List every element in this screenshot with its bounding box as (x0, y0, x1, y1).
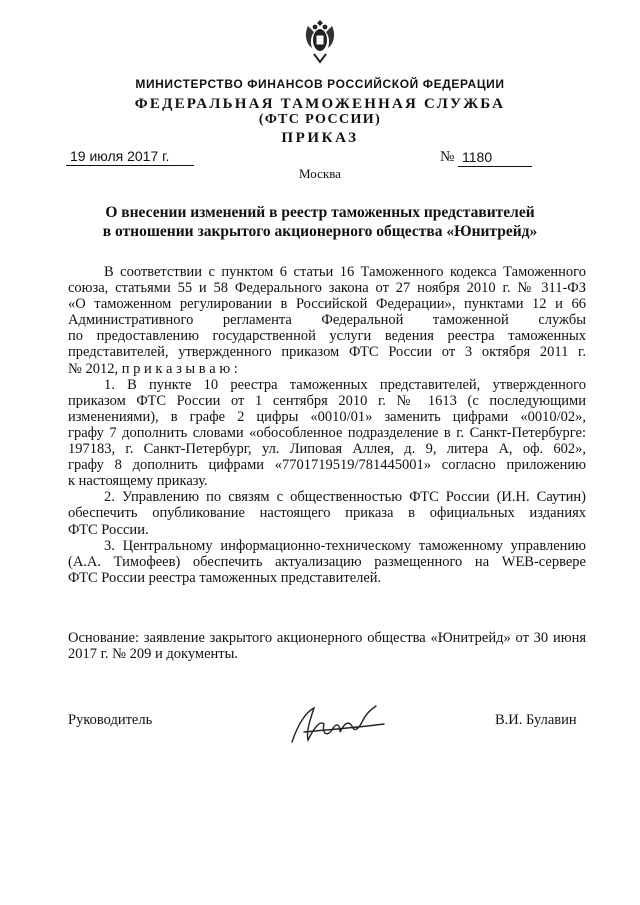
body-line: 3. Центральному информационно-техническому таможенному управлению (104, 537, 586, 554)
ministry-name: МИНИСТЕРСТВО ФИНАНСОВ РОССИЙСКОЙ ФЕДЕРАЦИИ (135, 77, 505, 91)
foundation-line: 2017 г. № 209 и документы. (68, 646, 239, 663)
body-line: 197183, г. Санкт-Петербург, ул. Липовая Аллея, д. 9, литера А, оф. 602», (68, 441, 586, 458)
body-line: 1. В пункте 10 реестра таможенных представителей, утвержденного (104, 376, 586, 393)
body-line: союза, статьями 55 и 58 Федерального закона от 27 ноября 2010 г. № 311-ФЗ (68, 280, 586, 297)
body-line: ФТС России. (68, 521, 149, 538)
body-line: графу 7 дополнить словами «обособленное подразделение в г. Санкт-Петербурге: (68, 424, 586, 441)
body-line: графу 8 дополнить цифрами «7701719519/781445001» согласно приложению (68, 457, 586, 474)
body-line: 2. Управлению по связям с общественностью ФТС России (И.Н. Саутин) (104, 489, 586, 506)
number-label: № (440, 149, 455, 165)
signer-role: Руководитель (68, 712, 153, 728)
foundation-line: Основание: заявление закрытого акционерного общества «Юнитрейд» от 30 июня (68, 630, 586, 646)
title-line: О внесении изменений в реестр таможенных представителей (105, 204, 535, 221)
body-line: обеспечить опубликование настоящего приказа в официальных изданиях (68, 505, 586, 522)
body-line: № 2012, п р и к а з ы в а ю : (68, 360, 238, 377)
body-line: к настоящему приказу. (68, 473, 208, 490)
body-line: приказом ФТС России от 1 сентября 2010 г. № 1613 (с последующими (68, 392, 586, 409)
handwritten-signature (284, 694, 394, 754)
body-line: представителей, утвержденного приказом ФТС России от 3 октября 2011 г. (68, 344, 586, 361)
document-date: 19 июля 2017 г. (66, 148, 194, 166)
title-line: в отношении закрытого акционерного общества «Юнитрейд» (102, 223, 538, 240)
document-title (80, 203, 560, 241)
document-body (68, 264, 586, 586)
body-line: «О таможенном регулировании в Российской Федерации», пунктами 12 и 66 (68, 296, 586, 313)
document-number: 1180 (458, 149, 532, 167)
signer-name: В.И. Булавин (495, 712, 577, 728)
document-type: ПРИКАЗ (281, 130, 359, 146)
service-name: ФЕДЕРАЛЬНАЯ ТАМОЖЕННАЯ СЛУЖБА (134, 96, 506, 112)
body-line: ФТС России реестра таможенных представителей. (68, 569, 382, 586)
body-line: изменениями), в графе 2 цифры «0010/01» заменить цифрами «0010/02», (68, 408, 586, 425)
document-city: Москва (299, 166, 341, 181)
foundation-paragraph (68, 630, 586, 662)
body-line: В соответствии с пунктом 6 статьи 16 Таможенного кодекса Таможенного (104, 264, 586, 280)
body-line: Административного регламента Федеральной таможенной службы (68, 312, 586, 329)
body-line: по предоставлению государственной услуги ведения реестра таможенных (68, 328, 586, 345)
service-short-name: (ФТС РОССИИ) (258, 112, 382, 127)
coat-of-arms-icon (300, 16, 340, 64)
body-line: (А.А. Тимофеев) обеспечить актуализацию размещенного на WEB-сервере (68, 553, 586, 570)
